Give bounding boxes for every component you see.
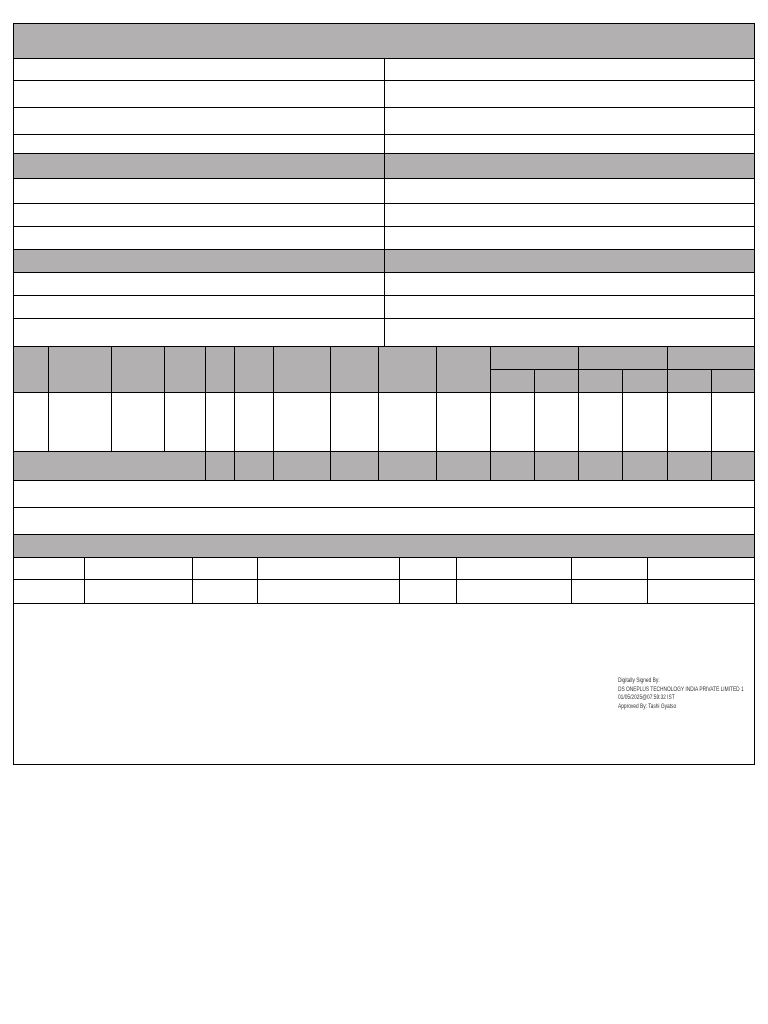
column-divider [205,346,206,452]
bank-details-grid [13,557,755,604]
column-divider [711,451,712,481]
section-header-right [384,249,755,273]
column-divider [234,346,235,452]
section-header-left [13,249,385,273]
column-divider [234,451,235,481]
section-header-left [13,153,385,179]
column-divider [257,557,258,604]
column-divider [330,346,331,452]
column-divider [490,346,491,452]
col-divider [384,58,385,154]
column-divider [273,451,274,481]
amount-words-row [13,480,755,508]
column-divider [330,451,331,481]
section-header-right [384,153,755,179]
column-divider [378,451,379,481]
column-divider [205,451,206,481]
column-divider [456,557,457,604]
column-divider [667,346,668,452]
totals-row [13,451,755,481]
column-divider [399,557,400,604]
bank-section-header [13,534,755,558]
column-divider [622,369,623,452]
column-divider [534,369,535,452]
items-table-row [13,392,755,452]
column-divider [436,346,437,452]
column-divider [84,557,85,604]
column-divider [534,451,535,481]
row-divider [13,579,755,580]
column-divider [622,451,623,481]
column-divider [48,346,49,452]
signature-line-2: DS ONEPLUS TECHNOLOGY INDIA PRIVATE LIMITED 1 [618,685,744,693]
column-divider [711,369,712,452]
column-divider [578,451,579,481]
column-divider [490,451,491,481]
column-divider [647,557,648,604]
col-divider [384,178,385,250]
signature-line-3: 01/05/2025@07:59:32 IST [618,694,675,702]
column-divider [571,557,572,604]
column-divider [436,451,437,481]
column-divider [192,557,193,604]
digital-signature-stamp [618,677,744,711]
column-divider [578,346,579,452]
column-divider [111,346,112,452]
column-divider [667,451,668,481]
col-divider [384,272,385,347]
column-divider [273,346,274,452]
column-divider [164,346,165,452]
form-header-band [13,23,755,59]
signature-line-1: Digitally Signed By: [618,677,660,684]
signature-line-4: Approved By: Tashi Gyatso [618,702,677,710]
column-divider [378,346,379,452]
amount-words-row [13,507,755,535]
tax-subheader-divider [490,369,755,370]
